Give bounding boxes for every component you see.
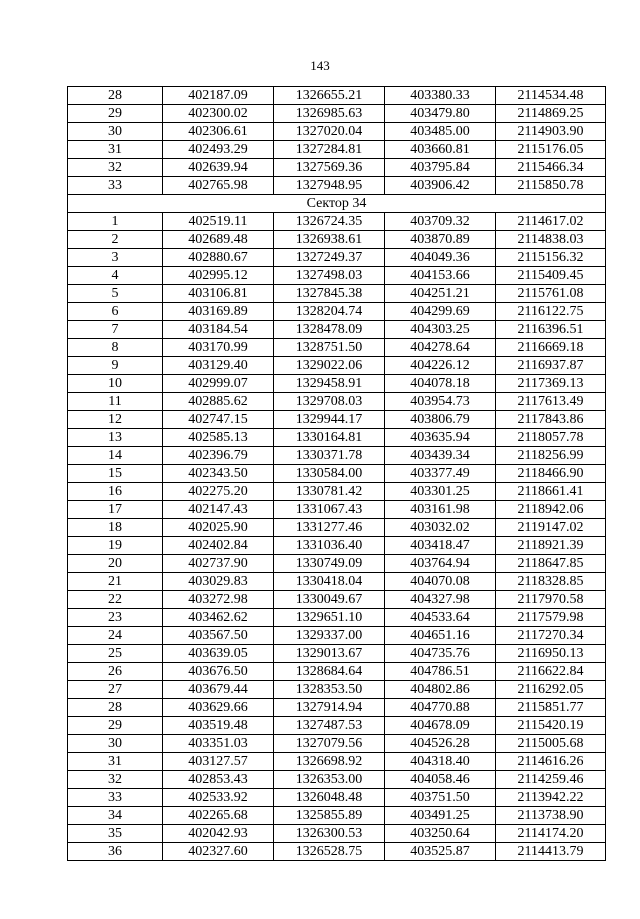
table-cell: 1329013.67 — [274, 645, 385, 663]
table-cell: 2117579.98 — [496, 609, 606, 627]
table-cell: 404327.98 — [385, 591, 496, 609]
table-cell: 402187.09 — [163, 87, 274, 105]
table-cell: 403301.25 — [385, 483, 496, 501]
table-cell: 402737.90 — [163, 555, 274, 573]
table-cell: 2117369.13 — [496, 375, 606, 393]
table-cell: 1329458.91 — [274, 375, 385, 393]
table-cell: 20 — [68, 555, 163, 573]
table-cell: 402885.62 — [163, 393, 274, 411]
table-cell: 24 — [68, 627, 163, 645]
table-row — [68, 231, 606, 249]
table-row — [68, 411, 606, 429]
table-cell: 403709.32 — [385, 213, 496, 231]
table-row — [68, 375, 606, 393]
table-cell: 402306.61 — [163, 123, 274, 141]
table-cell: 402265.68 — [163, 807, 274, 825]
table-cell: 402300.02 — [163, 105, 274, 123]
table-cell: 403679.44 — [163, 681, 274, 699]
table-cell: 2114903.90 — [496, 123, 606, 141]
table-cell: 16 — [68, 483, 163, 501]
table-cell: 1327487.53 — [274, 717, 385, 735]
table-cell: 1329337.00 — [274, 627, 385, 645]
table-cell: 2116950.13 — [496, 645, 606, 663]
table-row — [68, 303, 606, 321]
table-cell: 403485.00 — [385, 123, 496, 141]
table-row — [68, 393, 606, 411]
table-cell: 2115156.32 — [496, 249, 606, 267]
table-cell: 1327020.04 — [274, 123, 385, 141]
table-cell: 403439.34 — [385, 447, 496, 465]
table-cell: 19 — [68, 537, 163, 555]
table-cell: 7 — [68, 321, 163, 339]
table-cell: 404786.51 — [385, 663, 496, 681]
table-row — [68, 627, 606, 645]
table-cell: 403106.81 — [163, 285, 274, 303]
table-cell: 403184.54 — [163, 321, 274, 339]
table-row — [68, 609, 606, 627]
table-row — [68, 339, 606, 357]
table-cell: 404678.09 — [385, 717, 496, 735]
table-cell: 1327284.81 — [274, 141, 385, 159]
table-cell: 9 — [68, 357, 163, 375]
table-row — [68, 267, 606, 285]
table-cell: 15 — [68, 465, 163, 483]
table-cell: 403161.98 — [385, 501, 496, 519]
table-cell: 2114616.26 — [496, 753, 606, 771]
table-cell: 404058.46 — [385, 771, 496, 789]
table-cell: 402025.90 — [163, 519, 274, 537]
table-cell: 2117613.49 — [496, 393, 606, 411]
table-cell: 403418.47 — [385, 537, 496, 555]
table-cell: 1326724.35 — [274, 213, 385, 231]
table-cell: 36 — [68, 843, 163, 861]
table-cell: 403377.49 — [385, 465, 496, 483]
table-row — [68, 249, 606, 267]
table-cell: 402689.48 — [163, 231, 274, 249]
table-cell: 2118057.78 — [496, 429, 606, 447]
table-cell: 1326698.92 — [274, 753, 385, 771]
table-cell: 2115851.77 — [496, 699, 606, 717]
table-cell: 30 — [68, 123, 163, 141]
table-cell: 1326353.00 — [274, 771, 385, 789]
table-cell: 2118256.99 — [496, 447, 606, 465]
table-cell: 402533.92 — [163, 789, 274, 807]
table-cell: 2119147.02 — [496, 519, 606, 537]
table-cell: 404651.16 — [385, 627, 496, 645]
table-cell: 2116292.05 — [496, 681, 606, 699]
table-cell: 1326300.53 — [274, 825, 385, 843]
table-cell: 1327079.56 — [274, 735, 385, 753]
table-cell: 403906.42 — [385, 177, 496, 195]
table-cell: 403170.99 — [163, 339, 274, 357]
table-cell: 2115005.68 — [496, 735, 606, 753]
table-row — [68, 483, 606, 501]
table-cell: 2118466.90 — [496, 465, 606, 483]
coordinates-table — [67, 86, 606, 861]
table-row — [68, 177, 606, 195]
table-cell: 6 — [68, 303, 163, 321]
table-cell: 1329944.17 — [274, 411, 385, 429]
table-cell: 2117970.58 — [496, 591, 606, 609]
table-row — [68, 123, 606, 141]
table-cell: 2117843.86 — [496, 411, 606, 429]
table-cell: 18 — [68, 519, 163, 537]
table-cell: 2114174.20 — [496, 825, 606, 843]
sector-title: Сектор 34 — [68, 195, 606, 213]
table-cell: 404526.28 — [385, 735, 496, 753]
table-cell: 1328751.50 — [274, 339, 385, 357]
table-cell: 2116669.18 — [496, 339, 606, 357]
table-cell: 1329022.06 — [274, 357, 385, 375]
table-cell: 22 — [68, 591, 163, 609]
table-cell: 404802.86 — [385, 681, 496, 699]
coordinates-table-top-rows — [68, 87, 606, 195]
sector-header-group — [68, 195, 606, 213]
table-cell: 403676.50 — [163, 663, 274, 681]
table-cell: 1330049.67 — [274, 591, 385, 609]
table-cell: 2114838.03 — [496, 231, 606, 249]
table-cell: 402995.12 — [163, 267, 274, 285]
table-row — [68, 735, 606, 753]
table-cell: 402585.13 — [163, 429, 274, 447]
table-cell: 1329651.10 — [274, 609, 385, 627]
table-cell: 2115466.34 — [496, 159, 606, 177]
table-row — [68, 771, 606, 789]
table-cell: 2114413.79 — [496, 843, 606, 861]
table-cell: 2116122.75 — [496, 303, 606, 321]
table-cell: 403525.87 — [385, 843, 496, 861]
table-cell: 1325855.89 — [274, 807, 385, 825]
table-cell: 402275.20 — [163, 483, 274, 501]
table-cell: 3 — [68, 249, 163, 267]
table-cell: 404303.25 — [385, 321, 496, 339]
table-cell: 403764.94 — [385, 555, 496, 573]
table-cell: 402402.84 — [163, 537, 274, 555]
table-cell: 402147.43 — [163, 501, 274, 519]
table-cell: 403272.98 — [163, 591, 274, 609]
table-row — [68, 681, 606, 699]
table-cell: 402519.11 — [163, 213, 274, 231]
table-cell: 1327948.95 — [274, 177, 385, 195]
table-cell: 404278.64 — [385, 339, 496, 357]
table-row — [68, 537, 606, 555]
table-cell: 2114534.48 — [496, 87, 606, 105]
table-cell: 403639.05 — [163, 645, 274, 663]
table-row — [68, 213, 606, 231]
table-cell: 403169.89 — [163, 303, 274, 321]
table-cell: 1330584.00 — [274, 465, 385, 483]
table-cell: 26 — [68, 663, 163, 681]
table-cell: 1331067.43 — [274, 501, 385, 519]
table-row — [68, 465, 606, 483]
table-cell: 403635.94 — [385, 429, 496, 447]
table-cell: 31 — [68, 753, 163, 771]
table-cell: 404070.08 — [385, 573, 496, 591]
table-cell: 1329708.03 — [274, 393, 385, 411]
table-cell: 404770.88 — [385, 699, 496, 717]
table-cell: 1327569.36 — [274, 159, 385, 177]
table-cell: 402396.79 — [163, 447, 274, 465]
table-cell: 1328204.74 — [274, 303, 385, 321]
table-cell: 1326985.63 — [274, 105, 385, 123]
table-cell: 28 — [68, 87, 163, 105]
table-cell: 2114869.25 — [496, 105, 606, 123]
table-cell: 402639.94 — [163, 159, 274, 177]
table-cell: 11 — [68, 393, 163, 411]
table-cell: 2114617.02 — [496, 213, 606, 231]
table-row — [68, 447, 606, 465]
table-cell: 35 — [68, 825, 163, 843]
table-cell: 403870.89 — [385, 231, 496, 249]
table-cell: 25 — [68, 645, 163, 663]
table-cell: 2115176.05 — [496, 141, 606, 159]
table-cell: 403250.64 — [385, 825, 496, 843]
table-cell: 404533.64 — [385, 609, 496, 627]
table-cell: 1326938.61 — [274, 231, 385, 249]
table-row — [68, 843, 606, 861]
table-cell: 2113942.22 — [496, 789, 606, 807]
table-cell: 402343.50 — [163, 465, 274, 483]
table-cell: 33 — [68, 177, 163, 195]
table-cell: 1331277.46 — [274, 519, 385, 537]
table-cell: 402765.98 — [163, 177, 274, 195]
table-row — [68, 753, 606, 771]
table-cell: 403351.03 — [163, 735, 274, 753]
table-cell: 403629.66 — [163, 699, 274, 717]
table-row — [68, 807, 606, 825]
table-cell: 12 — [68, 411, 163, 429]
table-cell: 31 — [68, 141, 163, 159]
table-cell: 403491.25 — [385, 807, 496, 825]
table-cell: 17 — [68, 501, 163, 519]
table-cell: 402880.67 — [163, 249, 274, 267]
table-cell: 2118328.85 — [496, 573, 606, 591]
table-cell: 5 — [68, 285, 163, 303]
table-cell: 29 — [68, 105, 163, 123]
table-cell: 403127.57 — [163, 753, 274, 771]
table-cell: 1330418.04 — [274, 573, 385, 591]
table-cell: 1328353.50 — [274, 681, 385, 699]
table-cell: 2116937.87 — [496, 357, 606, 375]
table-row — [68, 159, 606, 177]
table-cell: 403795.84 — [385, 159, 496, 177]
table-cell: 10 — [68, 375, 163, 393]
table-cell: 403029.83 — [163, 573, 274, 591]
table-row — [68, 825, 606, 843]
table-cell: 30 — [68, 735, 163, 753]
table-cell: 402853.43 — [163, 771, 274, 789]
table-cell: 404226.12 — [385, 357, 496, 375]
table-cell: 1331036.40 — [274, 537, 385, 555]
table-cell: 403567.50 — [163, 627, 274, 645]
table-cell: 4 — [68, 267, 163, 285]
table-cell: 2118661.41 — [496, 483, 606, 501]
table-cell: 404251.21 — [385, 285, 496, 303]
table-cell: 402999.07 — [163, 375, 274, 393]
table-cell: 27 — [68, 681, 163, 699]
table-cell: 34 — [68, 807, 163, 825]
table-cell: 404153.66 — [385, 267, 496, 285]
table-cell: 2 — [68, 231, 163, 249]
table-cell: 403380.33 — [385, 87, 496, 105]
table-cell: 2118921.39 — [496, 537, 606, 555]
table-cell: 29 — [68, 717, 163, 735]
table-row — [68, 717, 606, 735]
table-row — [68, 105, 606, 123]
table-cell: 2114259.46 — [496, 771, 606, 789]
table-row — [68, 699, 606, 717]
table-cell: 1330371.78 — [274, 447, 385, 465]
table-cell: 2118942.06 — [496, 501, 606, 519]
table-cell: 404318.40 — [385, 753, 496, 771]
sector-header-row — [68, 195, 606, 213]
table-cell: 1327914.94 — [274, 699, 385, 717]
table-row — [68, 141, 606, 159]
table-cell: 404078.18 — [385, 375, 496, 393]
table-cell: 8 — [68, 339, 163, 357]
table-row — [68, 321, 606, 339]
table-cell: 1 — [68, 213, 163, 231]
table-cell: 2116622.84 — [496, 663, 606, 681]
table-cell: 403660.81 — [385, 141, 496, 159]
table-row — [68, 357, 606, 375]
table-cell: 2117270.34 — [496, 627, 606, 645]
table-row — [68, 519, 606, 537]
table-cell: 1326528.75 — [274, 843, 385, 861]
table-cell: 404735.76 — [385, 645, 496, 663]
table-cell: 2115850.78 — [496, 177, 606, 195]
table-cell: 403751.50 — [385, 789, 496, 807]
table-cell: 2113738.90 — [496, 807, 606, 825]
table-cell: 1326655.21 — [274, 87, 385, 105]
table-cell: 1330749.09 — [274, 555, 385, 573]
table-cell: 23 — [68, 609, 163, 627]
table-cell: 2115761.08 — [496, 285, 606, 303]
table-row — [68, 663, 606, 681]
table-row — [68, 87, 606, 105]
table-row — [68, 645, 606, 663]
table-cell: 1328478.09 — [274, 321, 385, 339]
table-cell: 32 — [68, 159, 163, 177]
table-cell: 403462.62 — [163, 609, 274, 627]
table-row — [68, 555, 606, 573]
table-cell: 1327498.03 — [274, 267, 385, 285]
table-cell: 33 — [68, 789, 163, 807]
table-cell: 28 — [68, 699, 163, 717]
table-cell: 2115420.19 — [496, 717, 606, 735]
table-cell: 402747.15 — [163, 411, 274, 429]
table-cell: 1326048.48 — [274, 789, 385, 807]
table-cell: 1327249.37 — [274, 249, 385, 267]
table-cell: 21 — [68, 573, 163, 591]
table-cell: 403129.40 — [163, 357, 274, 375]
table-row — [68, 285, 606, 303]
table-cell: 2118647.85 — [496, 555, 606, 573]
table-cell: 404049.36 — [385, 249, 496, 267]
table-row — [68, 591, 606, 609]
table-cell: 13 — [68, 429, 163, 447]
table-row — [68, 789, 606, 807]
table-cell: 403479.80 — [385, 105, 496, 123]
table-cell: 1330781.42 — [274, 483, 385, 501]
table-cell: 402042.93 — [163, 825, 274, 843]
table-cell: 402327.60 — [163, 843, 274, 861]
table-cell: 402493.29 — [163, 141, 274, 159]
table-cell: 1330164.81 — [274, 429, 385, 447]
table-cell: 403806.79 — [385, 411, 496, 429]
table-cell: 1327845.38 — [274, 285, 385, 303]
table-cell: 404299.69 — [385, 303, 496, 321]
table-cell: 32 — [68, 771, 163, 789]
table-cell: 2115409.45 — [496, 267, 606, 285]
table-cell: 2116396.51 — [496, 321, 606, 339]
table-cell: 403519.48 — [163, 717, 274, 735]
page-number: 143 — [310, 58, 330, 73]
table-cell: 403954.73 — [385, 393, 496, 411]
table-row — [68, 573, 606, 591]
coordinates-table-sector-rows — [68, 213, 606, 861]
table-cell: 14 — [68, 447, 163, 465]
table-cell: 403032.02 — [385, 519, 496, 537]
table-cell: 1328684.64 — [274, 663, 385, 681]
table-row — [68, 501, 606, 519]
table-row — [68, 429, 606, 447]
